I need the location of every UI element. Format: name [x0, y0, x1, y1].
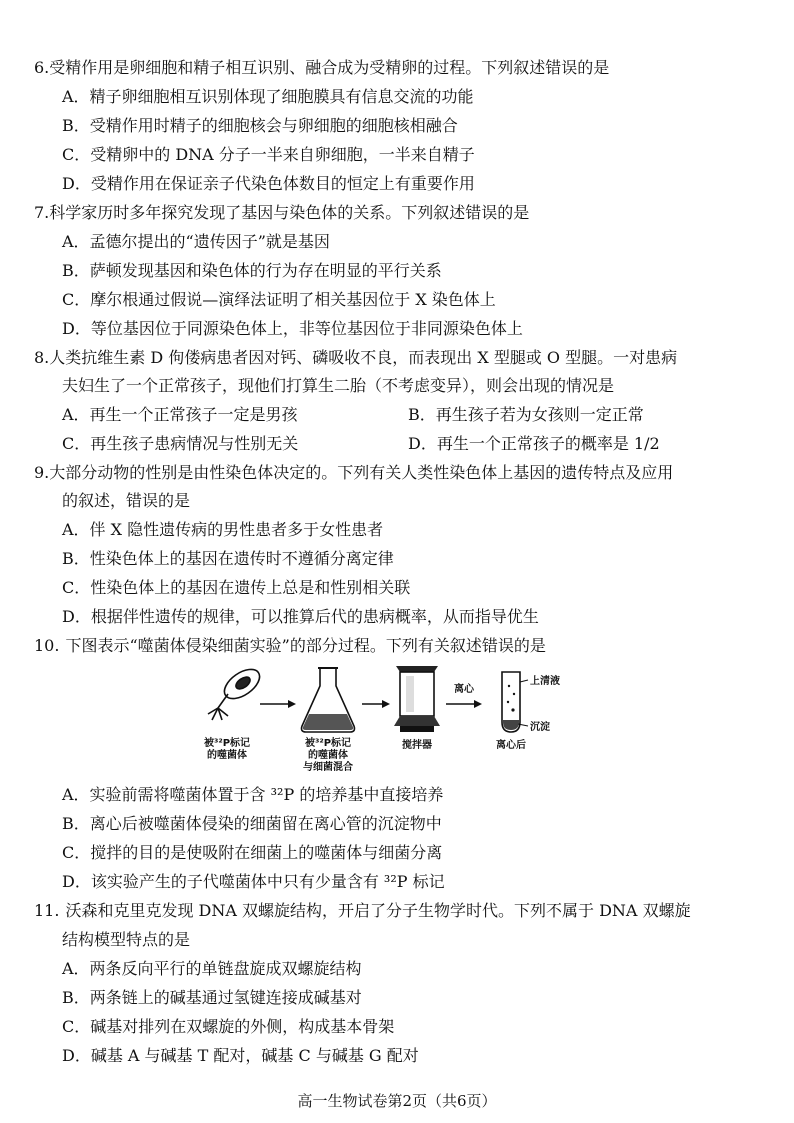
option-6b: B．受精作用时精子的细胞核会与卵细胞的细胞核相融合: [62, 116, 458, 135]
caption-line: 被³²P标记: [304, 738, 352, 749]
caption-line: 的噬菌体: [308, 750, 348, 761]
centrifuge-tube-icon: [502, 672, 528, 732]
question-text: 沃森和克里克发现 DNA 双螺旋结构，开启了分子生物学时代。下列不属于 DNA 双螺旋: [65, 901, 691, 920]
option-7a: A．孟德尔提出的“遗传因子”就是基因: [62, 232, 330, 251]
caption-line: 被³²P标记: [203, 738, 251, 749]
option-8d: D．再生一个正常孩子的概率是 1/2: [408, 434, 660, 453]
question-8-stem-cont: 夫妇生了一个正常孩子，现他们打算生二胎（不考虑变异），则会出现的情况是: [62, 376, 615, 395]
question-6-stem: [34, 58, 609, 78]
question-text: 科学家历时多年探究发现了基因与染色体的关系。下列叙述错误的是: [49, 203, 530, 222]
option-11b: B．两条链上的碱基通过氢键连接成碱基对: [62, 988, 362, 1007]
option-10c: C．搅拌的目的是使吸附在细菌上的噬菌体与细菌分离: [62, 843, 443, 862]
option-11c: C．碱基对排列在双螺旋的外侧，构成基本骨架: [62, 1017, 395, 1036]
option-8b: B．再生孩子若为女孩则一定正常: [408, 405, 644, 424]
question-number: 8.: [34, 348, 50, 367]
option-7c: C．摩尔根通过假说—演绎法证明了相关基因位于 X 染色体上: [62, 290, 496, 309]
question-number: 9.: [34, 463, 50, 482]
caption-blender: 搅拌器: [402, 740, 432, 751]
option-10b: B．离心后被噬菌体侵染的细菌留在离心管的沉淀物中: [62, 814, 442, 833]
question-number: 6.: [34, 58, 50, 77]
option-11a: A．两条反向平行的单链盘旋成双螺旋结构: [62, 959, 362, 978]
caption-after-centrifuge: 离心后: [496, 740, 526, 751]
centrifuge-label: 离心: [454, 684, 474, 695]
sediment-label: 沉淀: [530, 722, 550, 733]
option-6d: D．受精作用在保证亲子代染色体数目的恒定上有重要作用: [62, 174, 475, 193]
page-footer: 高一生物试卷第2页（共6页）: [297, 1092, 497, 1110]
option-9d: D．根据伴性遗传的规律，可以推算后代的患病概率，从而指导优生: [62, 607, 539, 626]
question-7-stem: [34, 203, 529, 223]
question-number: 7.: [34, 203, 50, 222]
caption-labeled-phage: [202, 738, 252, 762]
question-text: 人类抗维生素 D 佝偻病患者因对钙、磷吸收不良，而表现出 X 型腿或 O 型腿。一对患病: [49, 348, 678, 367]
phage-experiment-figure: [196, 664, 560, 778]
question-text: 下图表示“噬菌体侵染细菌实验”的部分过程。下列有关叙述错误的是: [65, 636, 546, 655]
option-8a: A．再生一个正常孩子一定是男孩: [62, 405, 298, 424]
option-9c: C．性染色体上的基因在遗传上总是和性别相关联: [62, 578, 411, 597]
question-9-stem-cont: 的叙述，错误的是: [62, 491, 191, 510]
option-9a: A．伴 X 隐性遗传病的男性患者多于女性患者: [62, 520, 384, 539]
option-6a: A．精子卵细胞相互识别体现了细胞膜具有信息交流的功能: [62, 87, 474, 106]
supernatant-label: 上清液: [530, 676, 560, 687]
option-7b: B．萨顿发现基因和染色体的行为存在明显的平行关系: [62, 261, 442, 280]
caption-phage-bacteria-mix: [296, 738, 360, 774]
option-8c: C．再生孩子患病情况与性别无关: [62, 434, 299, 453]
arrow-right-icon: [446, 700, 482, 708]
arrow-right-icon: [260, 700, 296, 708]
option-10a: A．实验前需将噬菌体置于含 ³²P 的培养基中直接培养: [62, 785, 444, 804]
question-8-stem: [34, 348, 677, 368]
option-10d: D．该实验产生的子代噬菌体中只有少量含有 ³²P 标记: [62, 872, 445, 891]
flask-icon: [302, 668, 355, 732]
caption-line: 与细菌混合: [303, 762, 353, 773]
arrow-right-icon: [362, 700, 390, 708]
question-10-stem: [34, 636, 546, 656]
question-9-stem: [34, 463, 673, 483]
question-text: 受精作用是卵细胞和精子相互识别、融合成为受精卵的过程。下列叙述错误的是: [49, 58, 610, 77]
caption-line: 的噬菌体: [207, 750, 247, 761]
question-11-stem-cont: 结构模型特点的是: [62, 930, 191, 949]
phage-icon: [208, 664, 265, 720]
blender-icon: [394, 666, 440, 732]
option-9b: B．性染色体上的基因在遗传时不遵循分离定律: [62, 549, 394, 568]
question-number: 11.: [34, 901, 60, 920]
option-6c: C．受精卵中的 DNA 分子一半来自卵细胞，一半来自精子: [62, 145, 475, 164]
option-7d: D．等位基因位于同源染色体上，非等位基因位于非同源染色体上: [62, 319, 523, 338]
question-text: 大部分动物的性别是由性染色体决定的。下列有关人类性染色体上基因的遗传特点及应用: [49, 463, 674, 482]
question-number: 10.: [34, 636, 60, 655]
option-11d: D．碱基 A 与碱基 T 配对，碱基 C 与碱基 G 配对: [62, 1046, 419, 1065]
question-11-stem: [34, 901, 691, 921]
